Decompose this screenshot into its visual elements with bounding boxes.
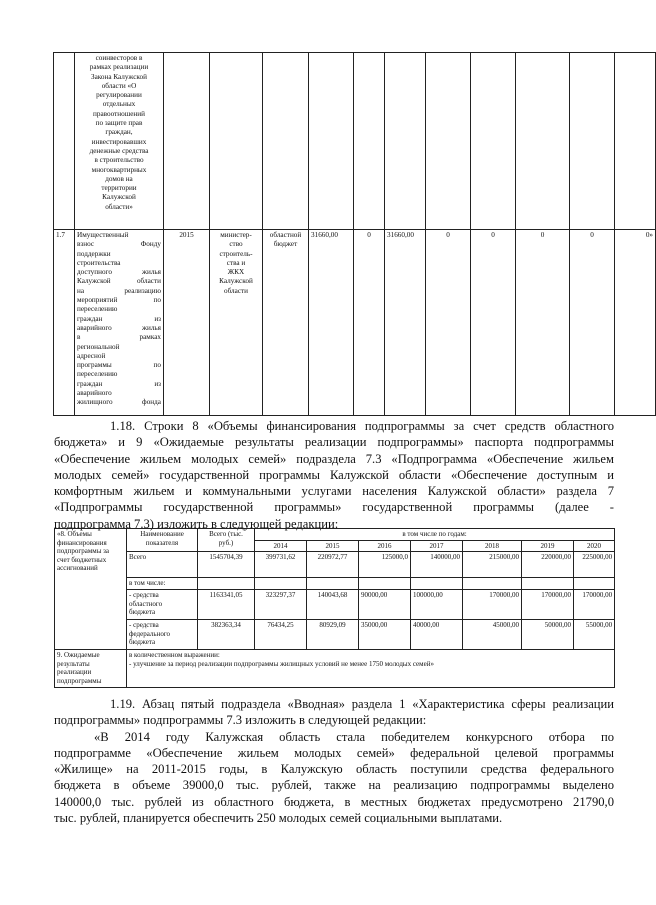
row-total: 1545704,39 [198, 552, 255, 578]
text-line: 1.18. Строки 8 «Объемы финансирования подпрограммы за счет средств областного [110, 419, 614, 433]
row-number: 1.7 [54, 230, 75, 416]
cell-line: инвестировавших [91, 137, 147, 146]
row-source [263, 230, 309, 416]
row-value: 76434,25 [255, 620, 307, 650]
row-value: 215000,00 [463, 552, 522, 578]
row-value: 90000,00 [359, 590, 411, 620]
text-line: тыс. рублей, планируется обеспечить 250 молодых семей социальными выплатами. [54, 811, 503, 826]
row-2019: 0 [570, 230, 615, 416]
cell-line: соинвесторов в [95, 54, 143, 62]
text-line: «В 2014 году Калужская область стала победителем конкурсного отбора по [94, 729, 614, 744]
cell-line: домов на [105, 174, 133, 183]
cell-line: бюджета [129, 638, 156, 647]
cell-line: регулировании [96, 91, 142, 100]
row-name [127, 578, 198, 590]
text-line: молодых семей» государственной программы Калужской области «Обеспечение доступным и [54, 467, 614, 482]
cell-line: Калужской области [77, 277, 161, 286]
text-line: 140000,0 тыс. рублей из областного бюджета, в местных бюджетах предусмотрено 21790,0 [54, 794, 614, 809]
table-row [55, 552, 615, 578]
cell-line: поддержки [77, 249, 111, 258]
table-row [55, 650, 615, 687]
cell-line: областной [269, 231, 302, 239]
text-line: комфортным жильем и коммунальными услугами населения Калужской области» раздела 7 [54, 484, 614, 499]
cell-line: результаты [57, 659, 90, 668]
cell-line: региональной [77, 342, 120, 351]
year-header: 2019 [522, 540, 574, 552]
cell-line: - средства [129, 591, 159, 600]
text-line: «Жилище» на 2011-2015 годы, в Калужскую область поступили средства федерального [54, 762, 614, 777]
cell-line: правоотношений [93, 109, 145, 118]
cell-line: аварийного жилья [77, 323, 161, 332]
cell-line: 9. Ожидаемые [57, 651, 100, 660]
row-value: 399731,62 [255, 552, 307, 578]
cell-line: на реализацию [77, 286, 161, 295]
row-total: 31660,00 [309, 230, 354, 416]
cell-line: отдельных [102, 100, 136, 109]
cell-line: бюджета [129, 608, 156, 617]
cell-line: Закона Калужской [91, 72, 147, 81]
row-value: 55000,00 [574, 620, 615, 650]
cell-line: Имущественный [77, 231, 129, 239]
cell-line: аварийного [77, 389, 112, 398]
row-value: 170000,00 [463, 590, 522, 620]
cont-description-cell [75, 53, 164, 230]
header-total [198, 529, 255, 552]
cell-line: программы по [77, 361, 161, 370]
cell-line: области «О [101, 81, 137, 90]
cell-line: областного [129, 599, 163, 608]
row-value: 50000,00 [522, 620, 574, 650]
cell-line: переселению [77, 370, 118, 379]
row-value: 170000,00 [522, 590, 574, 620]
cell-line: мероприятий по [77, 296, 161, 305]
row-total: 382363,34 [198, 620, 255, 650]
row-value: 45000,00 [463, 620, 522, 650]
text-line: 1.19. Абзац пятый подраздела «Вводная» раздела 1 «Характеристика сферы реализации [110, 697, 614, 711]
row-value: 225000,00 [574, 552, 615, 578]
row-value: 140043,68 [307, 590, 359, 620]
row-value: 40000,00 [411, 620, 463, 650]
row-2014: 0 [354, 230, 385, 416]
table-row [54, 53, 656, 230]
cell-line: «8. Объемы [57, 530, 92, 538]
table-header-row [55, 529, 615, 541]
cell-line: строитель- [219, 249, 253, 258]
cell-line: финансирования [57, 538, 107, 547]
year-header: 2018 [463, 540, 522, 552]
cell-line: рамках реализации [89, 63, 149, 72]
row9-label [55, 650, 127, 687]
cell-line: денежные средства [89, 146, 149, 155]
cell-line: Всего (тыс. [209, 530, 243, 538]
text-line: подпрограмме «Обеспечение жильем молодых семей» федеральной целевой программы [54, 745, 614, 760]
cell-line: Калужской [219, 277, 253, 286]
text-line: «Обеспечение жильем молодых семей» подраздела 7.3 «Подпрограмма «Обеспечение жильем [54, 451, 614, 466]
cell-line: министер- [220, 231, 252, 239]
row-value: 100000,00 [411, 590, 463, 620]
cell-line: руб.) [218, 538, 234, 547]
cell-line: переселению [77, 305, 118, 314]
row-2016: 0 [426, 230, 471, 416]
row-executor [210, 230, 263, 416]
row-value: 220972,77 [307, 552, 359, 578]
text-line: бюджета в объеме 39000,0 тыс. рублей, также на реализацию подпрограммы выделено [54, 778, 614, 793]
cell-line: бюджет [273, 240, 298, 249]
cell-line: подпрограммы [57, 676, 102, 685]
cell-line: ства и [226, 258, 246, 267]
cell-line: жилищного фонда [77, 398, 161, 407]
table-row [54, 230, 656, 416]
text-line: подпрограмма 7.3) изложить в следующей редакции: [54, 516, 339, 531]
table-row [55, 620, 615, 650]
cell-line: граждан из [77, 379, 161, 388]
row9-text: - улучшение за период реализации подпрограммы жилищных условий не менее 1750 молодых семей» [129, 659, 434, 668]
text-line: подпрограммы» подпрограммы 7.3 изложить в следующей редакции: [54, 713, 427, 728]
cell-line: в том числе: [129, 579, 166, 588]
cell-line: Калужской [102, 193, 136, 202]
header-years-label: в том числе по годам: [255, 529, 615, 541]
year-header: 2017 [411, 540, 463, 552]
row-2017: 0 [471, 230, 516, 416]
cell-line: ассигнований [57, 564, 98, 573]
cell-line: области» [105, 202, 133, 211]
cell-line: граждан, [105, 128, 133, 137]
row-value: 170000,00 [574, 590, 615, 620]
row-value: 220000,00 [522, 552, 574, 578]
row-value: 35000,00 [359, 620, 411, 650]
row-value: 140000,00 [411, 552, 463, 578]
cell-line: федерального [129, 629, 171, 638]
year-header: 2016 [359, 540, 411, 552]
cell-line: в рамках [77, 333, 161, 342]
financing-table [54, 528, 615, 688]
cell-line: в строительство [94, 156, 144, 165]
row9-content [127, 650, 615, 687]
cell-line: многоквартирных [91, 165, 147, 174]
row-name [127, 590, 198, 620]
cell-line: ЖКХ [227, 268, 245, 277]
cell-line: территории [101, 184, 137, 193]
top-table [53, 52, 656, 416]
row-name [127, 620, 198, 650]
year-header: 2015 [307, 540, 359, 552]
cell-line: подпрограммы за [57, 547, 110, 556]
table-row [55, 578, 615, 590]
text-line: бюджета» и 9 «Ожидаемые результаты реализации подпрограммы» паспорта подпрограммы [54, 435, 614, 450]
row-2020: 0» [615, 230, 656, 416]
row-2015: 31660,00 [385, 230, 426, 416]
cell-line: реализации [57, 668, 92, 677]
row-value: 125000,0 [359, 552, 411, 578]
cell-line: счет бюджетных [57, 555, 107, 564]
cell-line: показателя [145, 538, 179, 547]
row-total: 1163341,05 [198, 590, 255, 620]
header-name [127, 529, 198, 552]
cell-line: Всего [129, 553, 147, 562]
row9-text: в количественном выражении: [129, 651, 220, 660]
table-row [55, 590, 615, 620]
row-year: 2015 [164, 230, 210, 416]
cell-line: - средства [129, 621, 159, 630]
cell-line: Наименование [140, 530, 184, 538]
cell-line: области [223, 286, 249, 295]
cell-line: взнос Фонду [77, 240, 161, 249]
row-value: 80929,09 [307, 620, 359, 650]
row-description-cell [75, 230, 164, 416]
row8-label [55, 529, 127, 650]
year-header: 2014 [255, 540, 307, 552]
cell-line: ство [229, 240, 243, 249]
row-value: 323297,37 [255, 590, 307, 620]
cell-line: доступного жилья [77, 268, 161, 277]
row-2018: 0 [516, 230, 570, 416]
row-name [127, 552, 198, 578]
cell-line: по защите прав [95, 119, 143, 128]
cell-line: адресной [77, 351, 106, 360]
cell-line: строительства [77, 258, 121, 267]
paragraph-1-18 [54, 418, 614, 532]
paragraph-1-19 [54, 696, 614, 826]
text-line: «Подпрограммы государственной программы» государственной программы (далее - [54, 500, 614, 515]
year-header: 2020 [574, 540, 615, 552]
cell-line: граждан из [77, 314, 161, 323]
